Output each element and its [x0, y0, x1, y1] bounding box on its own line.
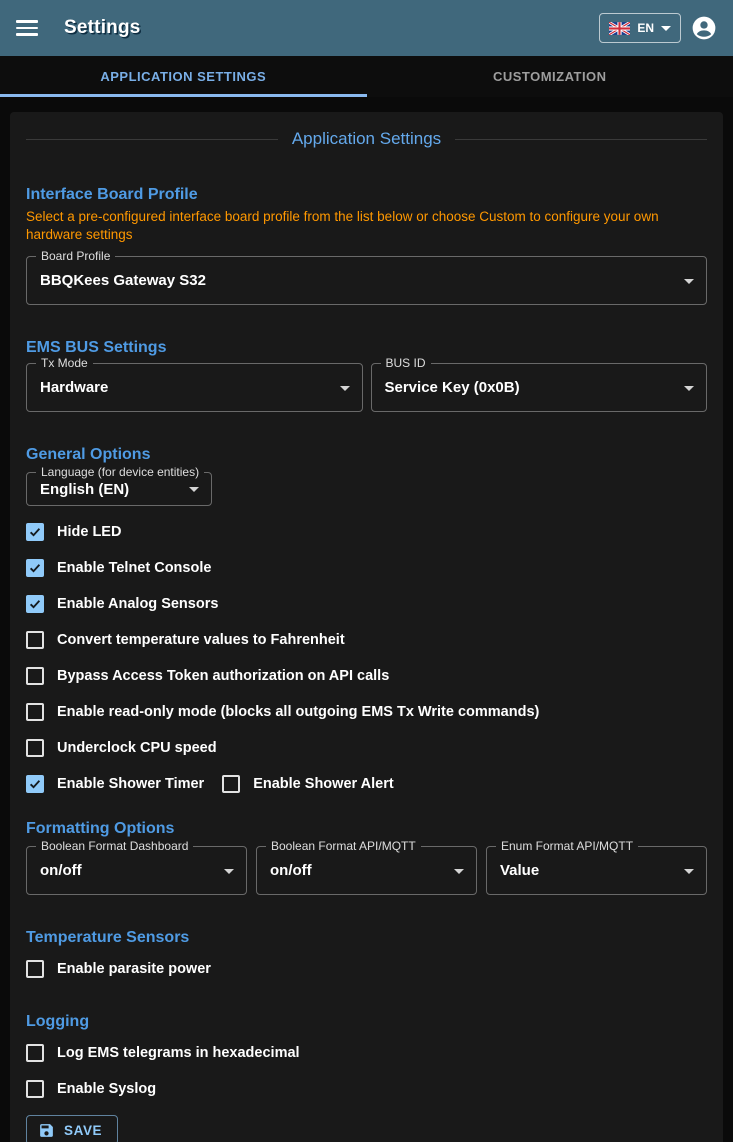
dropdown-arrow-icon — [684, 869, 694, 874]
enum-format-api-value: Value — [500, 862, 540, 879]
bus-id-value: Service Key (0x0B) — [384, 379, 520, 396]
general-options-checkbox-list — [26, 514, 707, 802]
checkbox-bypass-token[interactable]: Bypass Access Token authorization on API calls — [26, 667, 389, 685]
board-profile-select[interactable] — [26, 249, 707, 305]
checkbox-log-hex[interactable]: Log EMS telegrams in hexadecimal — [26, 1044, 300, 1062]
page-title-divider — [26, 128, 707, 150]
uk-flag-icon — [609, 22, 630, 35]
bus-id-select[interactable] — [371, 356, 708, 412]
checkbox-fahrenheit[interactable]: Convert temperature values to Fahrenheit — [26, 631, 345, 649]
settings-tabs — [0, 56, 733, 97]
language-selector-label: EN — [637, 21, 654, 35]
dropdown-arrow-icon — [224, 869, 234, 874]
hamburger-menu-icon[interactable] — [16, 16, 44, 40]
enum-format-api-label: Enum Format API/MQTT — [496, 839, 638, 853]
language-selector[interactable] — [599, 13, 681, 43]
tab-application-settings[interactable]: APPLICATION SETTINGS — [0, 56, 367, 97]
checkbox-checked-icon[interactable] — [26, 523, 44, 541]
boolean-format-api-value: on/off — [270, 862, 312, 879]
dropdown-arrow-icon — [454, 869, 464, 874]
save-floppy-icon — [38, 1122, 55, 1139]
board-profile-note: Select a pre-configured interface board profile from the list below or choose Custom to configure your own hardware settings — [26, 209, 659, 242]
checkbox-enable-telnet[interactable]: Enable Telnet Console — [26, 559, 211, 577]
save-button-label: SAVE — [64, 1122, 103, 1138]
dropdown-arrow-icon — [189, 487, 199, 492]
save-button[interactable] — [26, 1115, 118, 1142]
page-title: Application Settings — [291, 129, 442, 148]
bus-id-label: BUS ID — [381, 356, 431, 370]
checkbox-underclock-cpu[interactable]: Underclock CPU speed — [26, 739, 217, 757]
checkbox-shower-alert[interactable]: Enable Shower Alert — [222, 775, 393, 793]
section-heading-interface-board: Interface Board Profile — [26, 186, 198, 203]
device-language-label: Language (for device entities) — [36, 465, 204, 479]
checkbox-unchecked-icon[interactable] — [26, 1080, 44, 1098]
boolean-format-dashboard-value: on/off — [40, 862, 82, 879]
boolean-format-api-label: Boolean Format API/MQTT — [266, 839, 421, 853]
checkbox-unchecked-icon[interactable] — [26, 1044, 44, 1062]
page-header-title: Settings — [64, 17, 141, 38]
checkbox-checked-icon[interactable] — [26, 559, 44, 577]
section-heading-temperature-sensors: Temperature Sensors — [26, 929, 190, 946]
checkbox-shower-timer[interactable]: Enable Shower Timer — [26, 775, 204, 793]
tx-mode-value: Hardware — [40, 379, 109, 396]
dropdown-arrow-icon — [684, 386, 694, 391]
section-heading-logging: Logging — [26, 1013, 90, 1030]
account-avatar-icon[interactable] — [691, 15, 717, 41]
checkbox-enable-analog-sensors[interactable]: Enable Analog Sensors — [26, 595, 218, 613]
section-heading-general-options: General Options — [26, 446, 151, 463]
checkbox-unchecked-icon[interactable] — [26, 667, 44, 685]
checkbox-unchecked-icon[interactable] — [26, 960, 44, 978]
checkbox-checked-icon[interactable] — [26, 775, 44, 793]
section-heading-formatting: Formatting Options — [26, 820, 175, 837]
dropdown-arrow-icon — [340, 386, 350, 391]
device-language-select[interactable] — [26, 465, 212, 506]
boolean-format-dashboard-label: Boolean Format Dashboard — [36, 839, 193, 853]
checkbox-checked-icon[interactable] — [26, 595, 44, 613]
checkbox-readonly-mode[interactable]: Enable read-only mode (blocks all outgoing EMS Tx Write commands) — [26, 703, 539, 721]
checkbox-unchecked-icon[interactable] — [26, 703, 44, 721]
application-settings-card — [10, 112, 723, 1142]
boolean-format-dashboard-select[interactable] — [26, 839, 247, 895]
checkbox-unchecked-icon[interactable] — [26, 631, 44, 649]
chevron-down-icon — [661, 26, 671, 31]
checkbox-enable-syslog[interactable]: Enable Syslog — [26, 1080, 156, 1098]
app-bar — [0, 0, 733, 56]
tab-customization[interactable]: CUSTOMIZATION — [492, 69, 607, 84]
board-profile-label: Board Profile — [36, 249, 115, 263]
boolean-format-api-select[interactable] — [256, 839, 477, 895]
checkbox-unchecked-icon[interactable] — [222, 775, 240, 793]
dropdown-arrow-icon — [684, 279, 694, 284]
board-profile-value: BBQKees Gateway S32 — [40, 272, 206, 289]
enum-format-api-select[interactable] — [486, 839, 707, 895]
checkbox-unchecked-icon[interactable] — [26, 739, 44, 757]
checkbox-parasite-power[interactable]: Enable parasite power — [26, 960, 211, 978]
section-heading-ems-bus: EMS BUS Settings — [26, 339, 167, 356]
tx-mode-select[interactable] — [26, 356, 363, 412]
checkbox-hide-led[interactable]: Hide LED — [26, 523, 121, 541]
tx-mode-label: Tx Mode — [36, 356, 93, 370]
device-language-value: English (EN) — [40, 480, 130, 498]
